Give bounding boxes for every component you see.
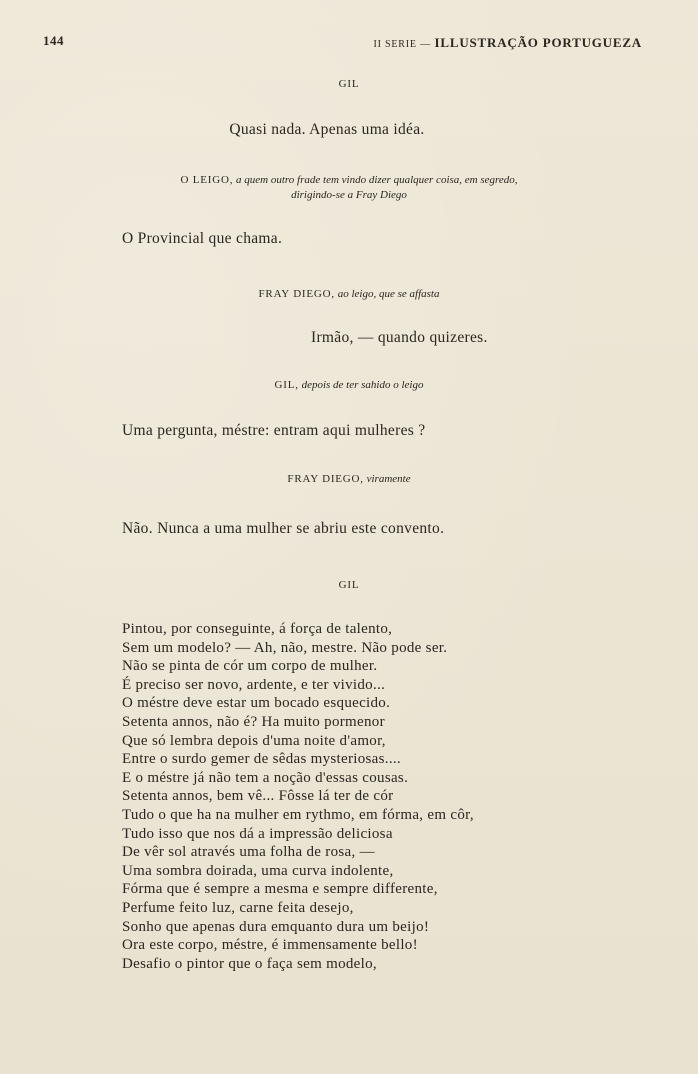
speech-fray-diego-1: Irmão, — quando quizeres. (311, 329, 488, 346)
verse-line: Perfume feito luz, carne feita desejo, (122, 899, 354, 916)
verse-line: Uma sombra doirada, uma curva indolente, (122, 862, 394, 879)
stage-direction: a quem outro frade tem vindo dizer qualquer coisa, em segredo, (236, 174, 518, 186)
speaker-leigo (0, 174, 698, 186)
speaker-name: FRAY DIEGO, (258, 288, 335, 300)
publication-title: ILLUSTRAÇÃO PORTUGUEZA (434, 35, 642, 50)
stage-direction-line-2 (0, 189, 698, 201)
speech-gil-2: Uma pergunta, méstre: entram aqui mulheres ? (122, 422, 426, 439)
speech-leigo: O Provincial que chama. (122, 230, 283, 247)
speaker-name: GIL (338, 78, 360, 90)
verse-line: O méstre deve estar um bocado esquecido. (122, 695, 391, 712)
verse-line: Fórma que é sempre a mesma e sempre differente, (122, 881, 438, 898)
verse-line: E o méstre já não tem a noção d'essas cousas. (122, 769, 409, 786)
speaker-name: FRAY DIEGO, (287, 473, 364, 485)
running-head (373, 35, 642, 51)
speaker-name: GIL (338, 579, 360, 591)
speaker-gil-3 (0, 579, 698, 591)
speech-gil-1: Quasi nada. Apenas uma idéa. (229, 121, 425, 138)
verse-line: Ora este corpo, méstre, é immensamente bello! (122, 937, 418, 954)
speaker-fray-diego-2 (0, 473, 698, 485)
verse-line: Entre o surdo gemer de sêdas mysteriosas.... (122, 751, 401, 768)
stage-direction: depois de ter sahido o leigo (301, 379, 424, 391)
speaker-fray-diego-1 (0, 288, 698, 300)
series-label: II SERIE — (373, 39, 431, 50)
verse-line: Pintou, por conseguinte, á força de talento, (122, 621, 393, 637)
verse-block (122, 620, 474, 973)
verse-line: Setenta annos, bem vê... Fôsse lá ter de cór (122, 788, 394, 805)
verse-line: Setenta annos, não é? Ha muito pormenor (122, 713, 385, 730)
stage-direction-continued: dirigindo-se a Fray Diego (291, 189, 407, 201)
verse-line: Sem um modelo? — Ah, não, mestre. Não pode ser. (122, 639, 448, 656)
verse-line: Que só lembra depois d'uma noite d'amor, (122, 732, 386, 749)
speaker-gil-1 (0, 78, 698, 90)
stage-direction: ao leigo, que se affasta (337, 288, 440, 300)
stage-direction: viramente (366, 473, 411, 485)
speaker-name: O LEIGO, (180, 174, 234, 186)
verse-line: Desafio o pintor que o faça sem modelo, (122, 955, 377, 972)
verse-line: Tudo o que ha na mulher em rythmo, em fórma, em côr, (122, 806, 474, 823)
speaker-gil-2 (0, 379, 698, 391)
verse-line: Não se pinta de cór um corpo de mulher. (122, 658, 378, 675)
speech-fray-diego-2: Não. Nunca a uma mulher se abriu este convento. (122, 520, 445, 537)
verse-line: É preciso ser novo, ardente, e ter vivido... (122, 676, 386, 693)
speaker-name: GIL, (274, 379, 299, 391)
verse-line: Sonho que apenas dura emquanto dura um beijo! (122, 918, 430, 935)
verse-line: De vêr sol através uma folha de rosa, — (122, 844, 375, 861)
page-number: 144 (43, 33, 64, 48)
verse-line: Tudo isso que nos dá a impressão deliciosa (122, 825, 393, 842)
